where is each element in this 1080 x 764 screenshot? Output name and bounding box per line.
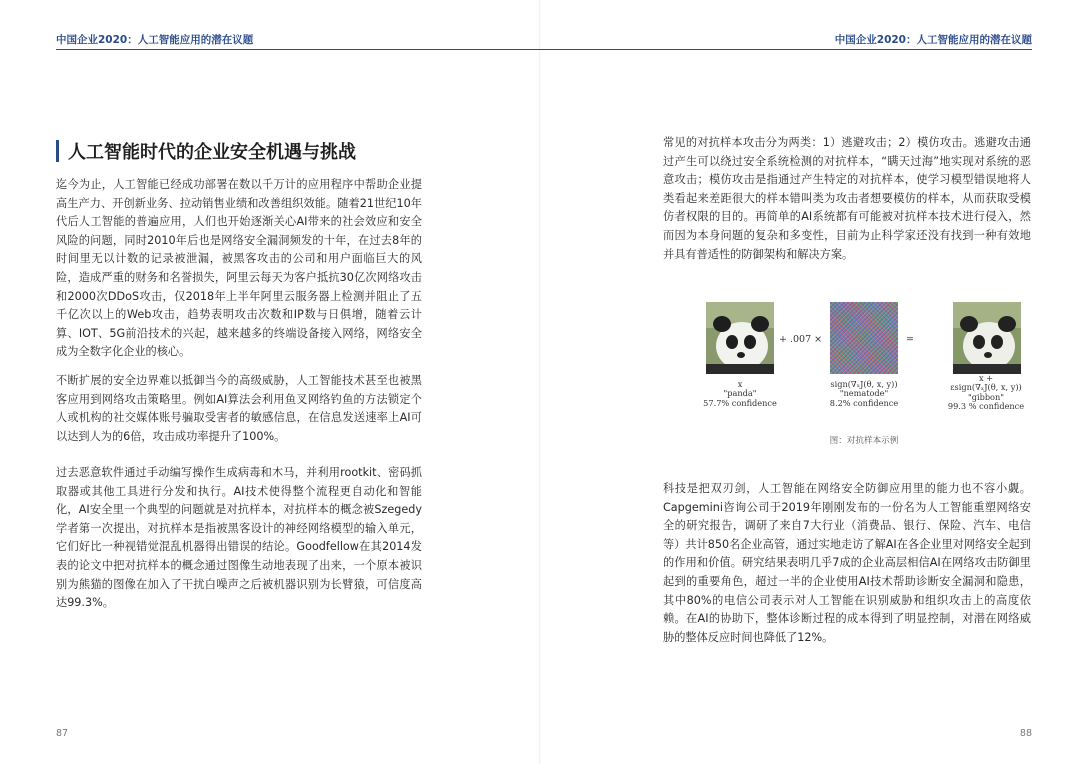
label-nematode: "nematode" <box>839 388 889 399</box>
left-paragraph-3: 过去恶意软件通过手动编写操作生成病毒和木马，并利用rootkit、密码抓取器或其他工具进行分发和执行。AI技术使得整个流程更自动化和智能化，AI安全里一个典型的问题就是对抗样本，对抗样本的概念被Szegedy学者第一次提出，对抗样本是指被黑客设计的神经网络模型的输入单元，它们好比一种视错觉混乱机器得出错误的结论。Goodfellow在其2014发表的论文中把对抗样本的概念通过图像生动地表现了出来，一个原本被识别为熊猫的图像在加入了干扰白噪声之后被机器识别为长臂猿，可信度高达99.3%。 <box>56 466 422 610</box>
noise-image <box>830 302 898 374</box>
left-paragraph-2: 不断扩展的安全边界难以抵御当今的高级威胁，人工智能技术甚至也被黑客应用到网络攻击策略里。例如AI算法会利用鱼叉网络钓鱼的方法锁定个人或机构的社交媒体账号骗取受害者的敏感信息，在信息发送速率上AI可以达到人为的6倍，攻击成功率提升了100%。 <box>56 374 422 443</box>
symbol-x-plus: x + <box>978 373 994 383</box>
equals-operator: = <box>906 334 914 345</box>
symbol-sign: sign(∇ₓJ(θ, x, y)) <box>830 379 898 389</box>
caption-nematode <box>808 380 920 408</box>
right-page <box>540 0 1080 764</box>
figure-caption: 图：对抗样本示例 <box>829 436 899 446</box>
confidence-gibbon: 99.3 % confidence <box>947 401 1025 412</box>
confidence-nematode: 8.2% confidence <box>829 397 899 408</box>
caption-gibbon <box>936 374 1036 412</box>
symbol-eps-sign: εsign(∇ₓJ(θ, x, y)) <box>950 382 1022 393</box>
header-rule-left <box>56 49 540 50</box>
page-number-right: 88 <box>1019 728 1032 739</box>
caption-panda <box>692 380 788 408</box>
confidence-panda: 57.7% confidence <box>703 397 777 408</box>
panda-image-perturbed <box>953 302 1021 374</box>
panda-image <box>706 302 774 374</box>
plus-operator: + .007 × <box>779 334 823 345</box>
right-paragraph-2: 科技是把双刃剑，人工智能在网络安全防御应用里的能力也不容小觑。Capgemini咨询公司于2019年刚刚发布的一份名为人工智能重塑网络安全的研究报告，调研了来自7大行业（消费品、银行、保险、汽车、电信等）共计850名企业高管，通过实地走访了解AI在各企业里对网络安全起到的作用和价值。研究结果表明几乎7成的企业高层相信AI在网络攻击防御里起到的重要角色，超过一半的企业使用AI技术帮助诊断安全漏洞和隐患，其中80%的电信公司表示对人工智能在识别威胁和组织攻击上的高度依赖。在AI的协助下，整体诊断过程的成本得到了明显控制，对潜在网络威胁的整体反应时间也降低了12%。 <box>663 482 1031 644</box>
heading-accent-bar <box>56 140 59 162</box>
section-heading <box>56 138 356 164</box>
label-gibbon: "gibbon" <box>967 391 1005 402</box>
adversarial-example-figure <box>692 286 1036 468</box>
page-number-left: 87 <box>56 728 69 739</box>
running-header-left: 中国企业2020：人工智能应用的潜在议题 <box>56 34 254 46</box>
right-paragraph-1: 常见的对抗样本攻击分为两类：1）逃避攻击；2）模仿攻击。逃避攻击通过产生可以绕过安全系统检测的对抗样本，“瞒天过海”地实现对系统的恶意攻击；模仿攻击是指通过产生特定的对抗样本，使学习模型错误地将人类看起来差距很大的样本错叫类为攻击者想要模仿的样本，从而获取受模仿者权限的目的。再简单的AI系统都有可能被对抗样本技术进行侵入，然而因为本身问题的复杂和多变性，目前为止科学家还没有找到一种有效地并具有普适性的防御架构和解决方案。 <box>663 136 1031 261</box>
running-header-right: 中国企业2020：人工智能应用的潜在议题 <box>834 34 1032 46</box>
section-title: 人工智能时代的企业安全机遇与挑战 <box>68 142 356 163</box>
header-rule-right <box>540 49 1032 50</box>
label-panda: "panda" <box>723 388 757 399</box>
symbol-x: x <box>737 379 743 389</box>
left-paragraph-1: 迄今为止，人工智能已经成功部署在数以千万计的应用程序中帮助企业提高生产力、开创新业务、拉动销售业绩和改善组织效能。随着21世纪10年代后人工智能的普遍应用，人们也开始逐渐关心AI带来的社会效应和安全风险的问题，同时2010年后也是网络安全漏洞频发的十年，在过去8年的时间里无以计数的记录被泄漏，被黑客攻击的公司和用户面临巨大的风险，造成严重的财务和名誉损失，阿里云每天为客户抵抗30亿次网络攻击和2000次DDoS攻击，仅2018年上半年阿里云服务器上检测并阻止了五千亿次以上的Web攻击，趋势表明攻击次数和IP数与日俱增，随着云计算、IOT、5G前沿技术的兴起，越来越多的终端设备接入网络，网络安全成为全数字化企业的核心。 <box>56 178 422 359</box>
